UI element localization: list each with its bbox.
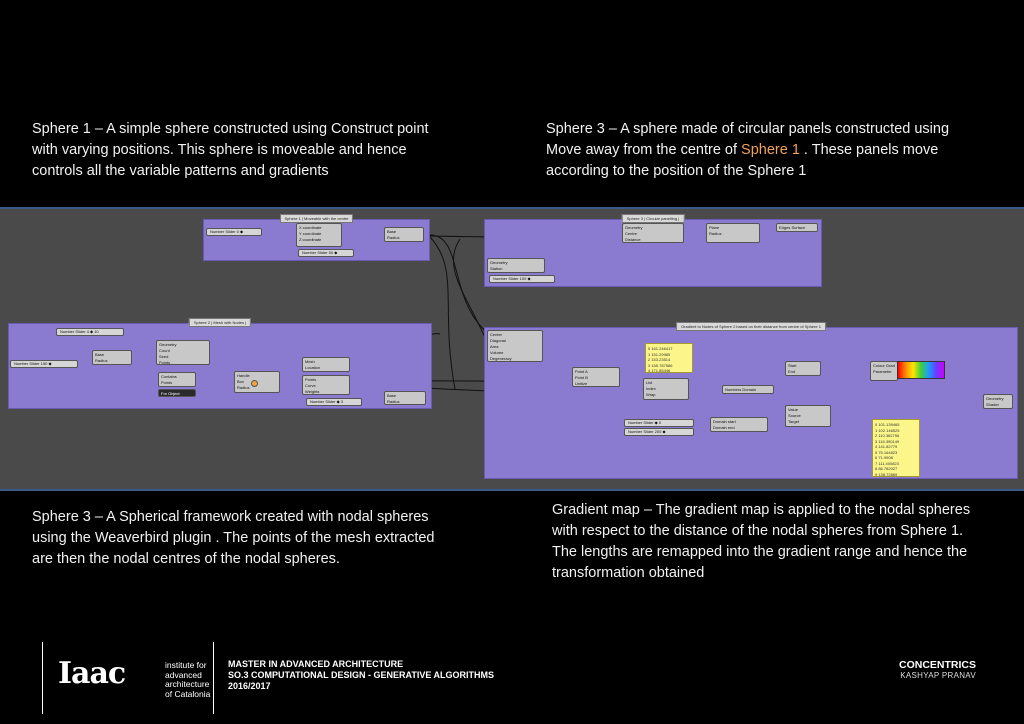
boolean-toggle[interactable]: [251, 380, 258, 387]
sphere-component[interactable]: [384, 391, 426, 405]
input-label: List: [646, 380, 653, 385]
toggle-label[interactable]: For Object: [158, 389, 196, 397]
description-text: Sphere 3 – A sphere made of circular panels constructed using Move away from the centre of: [546, 121, 950, 158]
custom-preview-component[interactable]: [983, 394, 1013, 409]
output-panel[interactable]: [872, 419, 920, 477]
input-label: Radius: [95, 358, 108, 363]
contains-component[interactable]: [158, 372, 196, 387]
output-label: Degeneracy: [490, 356, 512, 361]
vector-2pt-component[interactable]: [572, 367, 620, 387]
circle-component[interactable]: [706, 223, 760, 243]
panel-line: 4 171.85446: [648, 368, 671, 373]
input-label: Radius: [237, 385, 250, 390]
construct-point-component[interactable]: [296, 223, 342, 247]
input-label: Point A: [575, 369, 588, 374]
project-title: CONCENTRICS: [898, 659, 976, 671]
input-label: X coordinate: [299, 225, 322, 230]
input-label: Unitize: [575, 381, 588, 386]
input-label: Points: [161, 380, 173, 385]
output-label: Volume: [490, 350, 504, 355]
divider: [42, 642, 43, 714]
program-info: [228, 659, 494, 692]
panel-line: 6 71.9908: [875, 455, 893, 460]
input-label: Geometry: [159, 342, 177, 347]
input-label: End: [788, 369, 796, 374]
number-slider[interactable]: Number Slider 100 ◆: [489, 275, 555, 283]
description-sphere-3-panels: [546, 119, 986, 182]
panel-line: 2 153.23514: [648, 357, 671, 362]
academic-year: 2016/2017: [228, 681, 271, 691]
input-label: Geometry: [490, 260, 508, 265]
panel-line: 3 116.390149: [875, 438, 900, 444]
sphere-component[interactable]: [92, 350, 132, 365]
input-label: Wrap: [646, 392, 656, 397]
bounds-component[interactable]: [722, 385, 774, 394]
description-text: . These panels move according to the position of the Sphere 1: [546, 142, 939, 179]
input-label: Z coordinate: [299, 237, 322, 242]
input-label: Point B: [575, 375, 588, 380]
project-info: [899, 659, 976, 680]
box-properties-component[interactable]: [487, 330, 543, 362]
deconstruct-domain-component[interactable]: [785, 361, 821, 376]
input-label: Points: [305, 377, 317, 382]
panel-line: 8 86.782027: [875, 466, 898, 471]
input-label: Geometry: [986, 396, 1004, 401]
input-label: Value: [788, 407, 798, 412]
gradient-color-bar[interactable]: [897, 361, 945, 379]
output-label: Area: [490, 344, 499, 349]
description-sphere-1: Sphere 1 – A simple sphere constructed using Construct point with varying positions. This sphere is moveable and hence controls all the variable patterns and gradients: [32, 121, 429, 179]
input-label: Source: [788, 413, 801, 418]
group-title: Gradient to Nodes of Sphere 2 based on their distance from centre of Sphere 1: [676, 322, 826, 331]
input-label: Y coordinate: [299, 231, 322, 236]
input-label: Index: [646, 386, 656, 391]
input-label: Geometry: [625, 225, 643, 230]
input-label: Box: [237, 379, 244, 384]
input-label: Start: [788, 363, 797, 368]
number-slider[interactable]: Number Slider ◆ 3: [306, 398, 362, 406]
panel-line: 0 101.139465: [875, 422, 900, 427]
input-label: Shader: [986, 402, 999, 407]
author-name: KASHYAP PRANAV: [900, 671, 976, 680]
input-label: Contains: [161, 374, 177, 379]
iaac-logo: Iaac: [58, 656, 126, 691]
grasshopper-canvas[interactable]: [0, 207, 1024, 491]
group-gradient[interactable]: [484, 324, 1018, 479]
panel-line: 1 102.146525: [875, 427, 900, 433]
program-title: MASTER IN ADVANCED ARCHITECTURE: [228, 659, 404, 669]
curve-weights-component[interactable]: [302, 375, 350, 395]
input-label: Base: [95, 352, 105, 357]
populate-component[interactable]: [156, 340, 210, 365]
group-title: Sphere 1 | Moveable with the centre: [280, 214, 354, 223]
mesh-nodes-component[interactable]: [302, 357, 350, 372]
gradient-component[interactable]: [870, 361, 898, 381]
output-label: Domain: [742, 387, 757, 392]
construct-domain-component[interactable]: [710, 417, 768, 432]
institute-line: advanced: [165, 669, 202, 680]
output-panel[interactable]: [645, 343, 693, 373]
scale-component[interactable]: [487, 258, 545, 273]
institute-line: of Catalonia: [165, 688, 211, 699]
group-title: Sphere 2 | Mesh with Nodes |: [189, 318, 251, 327]
institute-line: institute for: [165, 660, 207, 670]
input-label: Plane: [709, 225, 720, 230]
number-slider[interactable]: Number Slider 50 ◆: [298, 249, 354, 257]
input-label: Target: [788, 419, 800, 424]
course-title: SO.3 COMPUTATIONAL DESIGN - GENERATIVE ALGORITHMS: [228, 670, 495, 680]
input-label: Radius: [387, 235, 400, 240]
input-label: Base: [387, 229, 397, 234]
input-label: Distance: [625, 237, 641, 242]
input-label: Centre: [625, 231, 638, 236]
description-sphere-3-framework: Sphere 3 – A Spherical framework created with nodal spheres using the Weaverbird plugin . The points of the mesh extracted are then the nodal centres of the nodal spheres.: [32, 509, 435, 567]
remap-numbers-component[interactable]: [785, 405, 831, 427]
panel-line: 2 110.362796: [875, 433, 900, 438]
input-label: Domain start: [713, 419, 736, 424]
divider: [213, 642, 214, 714]
institute-name: [165, 661, 210, 699]
input-label: Domain end: [713, 425, 735, 430]
move-away-component[interactable]: [622, 223, 684, 243]
panel-line: 5 75.164823: [875, 449, 898, 455]
number-slider[interactable]: Number Slider 4 ◆ 10: [56, 328, 124, 336]
output-label: Surface: [791, 225, 806, 230]
input-label: Base: [387, 393, 397, 398]
input-label: Station: [490, 266, 503, 271]
sphere-1-highlight: Sphere 1: [741, 142, 800, 158]
input-label: Radius: [387, 399, 400, 404]
institute-line: architecture: [165, 679, 210, 689]
surface-component[interactable]: [776, 223, 818, 232]
input-label: Parameter: [873, 369, 892, 374]
number-slider[interactable]: Number Slider 200 ◆: [624, 428, 694, 436]
group-title: Sphere 3 | Circular panelling |: [622, 214, 685, 223]
input-label: Handle: [237, 373, 250, 378]
input-label: Colour Grad: [873, 363, 895, 368]
output-label: Diagonal: [490, 338, 506, 343]
input-label: Count: [159, 348, 170, 353]
panel-line: 4 141.82779: [875, 444, 898, 449]
input-label: Radius: [709, 231, 722, 236]
output-label: Center: [490, 332, 503, 337]
input-label: Curve: [305, 383, 316, 388]
list-item-component[interactable]: [643, 378, 689, 400]
number-slider[interactable]: Number Slider ◆ 0: [624, 419, 694, 427]
input-label: Weights: [305, 389, 320, 394]
description-gradient-map: Gradient map – The gradient map is applied to the nodal spheres with respect to the distance of the nodal spheres from Sphere 1. The lengths are remapped into the gradient range and hence the transformation obtained: [552, 502, 971, 581]
number-slider[interactable]: Number Slider 150 ◆: [10, 360, 78, 368]
input-label: Seed: [159, 354, 169, 359]
input-label: Mesh: [305, 359, 315, 364]
panel-line: 3 155.787586: [648, 362, 673, 368]
panel-line: 7 111.400823: [875, 460, 899, 466]
sphere-component[interactable]: [384, 227, 424, 242]
output-label: Location: [305, 365, 321, 370]
panel-line: 1 151.29985: [648, 351, 671, 357]
input-label: Points: [159, 360, 171, 365]
input-label: Edges: [779, 225, 791, 230]
panel-line: 9 138.72869: [875, 471, 898, 477]
panel-line: 0 161.246417: [648, 346, 673, 351]
input-label: Numbers: [725, 387, 742, 392]
number-slider[interactable]: Number Slider 0 ◆: [206, 228, 262, 236]
